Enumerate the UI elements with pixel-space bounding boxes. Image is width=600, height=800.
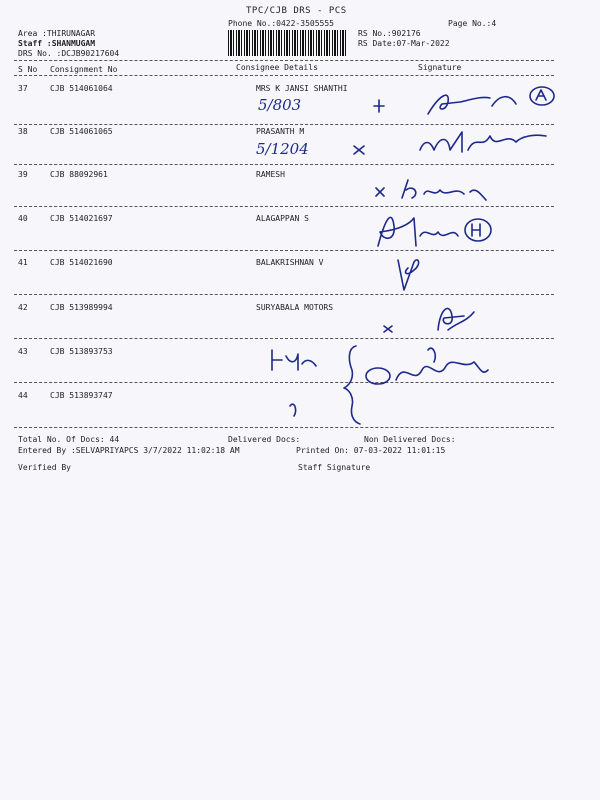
row-sno: 44 (18, 391, 28, 400)
row-consignment: CJB 514021690 (50, 258, 113, 267)
column-header-signature: Signature (418, 63, 462, 72)
barcode-image (228, 30, 348, 56)
row-sno: 43 (18, 347, 28, 356)
row-consignee: RAMESH (256, 170, 285, 179)
row-consignment: CJB 514021697 (50, 214, 113, 223)
table-row (0, 214, 600, 258)
rs-date: RS Date:07-Mar-2022 (358, 39, 450, 48)
column-header-sno: S No (18, 65, 38, 74)
header-divider-bottom (14, 75, 554, 76)
row-consignee: PRASANTH M (256, 127, 305, 136)
row-sno: 39 (18, 170, 28, 179)
handwritten-unit-note: 5/803 (258, 96, 302, 114)
signature-row-41 (388, 254, 428, 298)
row-consignment: CJB 513893747 (50, 391, 113, 400)
signature-rows-43-44-bracket (268, 340, 498, 430)
delivered-docs: Delivered Docs: (228, 435, 301, 444)
non-delivered-docs: Non Delivered Docs: (364, 435, 456, 444)
row-consignee: ALAGAPPAN S (256, 214, 309, 223)
verified-by-label: Verified By (18, 463, 71, 472)
signature-row-37 (370, 84, 560, 124)
row-consignment: CJB 88092961 (50, 170, 108, 179)
total-docs: Total No. Of Docs: 44 (18, 435, 120, 444)
rs-number: RS No.:902176 (358, 29, 421, 38)
drs-number: DRS No. :DCJB90217604 (18, 49, 120, 58)
signature-row-39 (372, 176, 492, 206)
staff-signature-label: Staff Signature (298, 463, 371, 472)
row-consignee: SURYABALA MOTORS (256, 303, 334, 312)
column-header-consignment: Consignment No (50, 65, 118, 74)
table-row (0, 170, 600, 214)
row-consignee: BALAKRISHNAN V (256, 258, 324, 267)
row-sno: 42 (18, 303, 28, 312)
row-consignment: CJB 513893753 (50, 347, 113, 356)
row-consignment: CJB 514061065 (50, 127, 113, 136)
row-consignment: CJB 513989994 (50, 303, 113, 312)
entered-by: Entered By :SELVAPRIYAPCS 3/7/2022 11:02:18 AM (18, 446, 240, 455)
row-consignee: MRS K JANSI SHANTHI (256, 84, 348, 93)
signature-row-42 (378, 300, 488, 342)
handwritten-unit-note: 5/1204 (256, 140, 309, 158)
signature-row-40 (368, 206, 498, 254)
signature-row-38 (350, 126, 550, 162)
staff-label: Staff :SHANMUGAM (18, 39, 96, 48)
row-sno: 38 (18, 127, 28, 136)
header-divider-top (14, 60, 554, 61)
row-divider (14, 124, 554, 125)
row-sno: 40 (18, 214, 28, 223)
document-title: TPC/CJB DRS - PCS (246, 6, 347, 16)
column-header-consignee: Consignee Details (236, 63, 318, 72)
row-sno: 41 (18, 258, 28, 267)
page-number: Page No.:4 (448, 19, 497, 28)
row-divider (14, 294, 554, 295)
row-sno: 37 (18, 84, 28, 93)
row-consignment: CJB 514061064 (50, 84, 113, 93)
area-label: Area :THIRUNAGAR (18, 29, 96, 38)
row-divider (14, 164, 554, 165)
table-row (0, 258, 600, 302)
phone-number: Phone No.:0422-3505555 (228, 19, 334, 28)
printed-on: Printed On: 07-03-2022 11:01:15 (296, 446, 446, 455)
